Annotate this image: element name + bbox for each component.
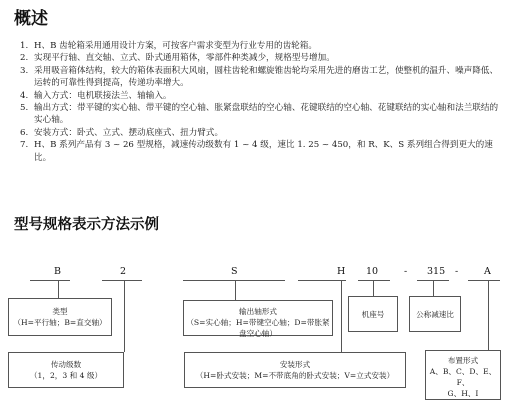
list-item: 2. 实现平行轴、直交轴、立式、卧式通用箱体，零部件种类减少，规格型号增加。 [20,53,335,64]
model-notation-heading: 型号规格表示方法示例 [14,217,159,233]
list-item: 5. 输出方式：带平键的实心轴、带平键的空心轴、胀紧盘联结的空心轴、花键联结的空心轴、花键联结的实心轴和法兰联结的实心轴。 [20,103,499,126]
overview-heading: 概述 [14,9,48,29]
stages-box: 传动级数 （1，2，3 和 4 级） [8,352,124,388]
ratio-box: 公称减速比 [409,296,461,332]
code-mounting: H [337,266,346,277]
arrangement-box: 布置形式 A、B、C、D、E、F、 G、H、I [425,350,501,400]
underline [468,280,500,281]
code-ratio: 315 [427,266,446,277]
connector-line [373,280,374,296]
output-shaft-box: 输出轴形式 （S=实心轴；H=带键空心轴；D=带胀紧盘空心轴） [183,300,333,336]
code-stages: 2 [120,266,127,277]
underline [183,280,285,281]
underline [30,280,70,281]
connector-line [488,280,489,350]
underline [102,280,142,281]
frame-box: 机座号 [348,296,398,332]
underline [358,280,390,281]
code-dash: - [455,266,459,277]
code-frame: 10 [366,266,379,277]
code-arrangement: A [484,266,491,277]
overview-list [20,40,502,164]
underline [298,280,346,281]
list-item: 1. H、B 齿轮箱采用通用设计方案，可按客户需求变型为行业专用的齿轮箱。 [20,41,317,51]
connector-line [58,280,59,298]
connector-line [433,280,434,296]
model-code-diagram [0,240,510,407]
code-type: B [54,266,61,277]
connector-line [341,280,342,352]
list-item: 7. H、B 系列产品有 3 ~ 26 型规格，减速传动级数有 1 ~ 4 级，速比 1. 25 ~ 450，和 R、K、S 系列组合得到更大的速比。 [20,140,493,163]
code-dash: - [404,266,408,277]
type-box: 类型 （H=平行轴；B=直交轴） [8,298,112,336]
mounting-box: 安装形式 （H=卧式安装；M=不带底角的卧式安装；V=立式安装） [184,352,406,388]
list-item: 3. 采用吸音箱体结构，较大的箱体表面积大风扇，圆柱齿轮和螺旋锥齿轮均采用先进的磨齿工艺，使整机的温升、噪声降低、运转的可靠性得到提高，传递功率增大。 [20,65,499,89]
connector-line [235,280,236,300]
list-item: 6. 安装方式：卧式、立式、摆动底座式、扭力臂式。 [20,127,224,138]
list-item: 4. 输入方式：电机联接法兰、轴输入。 [20,90,172,101]
connector-line [124,280,125,352]
code-output-shaft: S [231,266,238,277]
